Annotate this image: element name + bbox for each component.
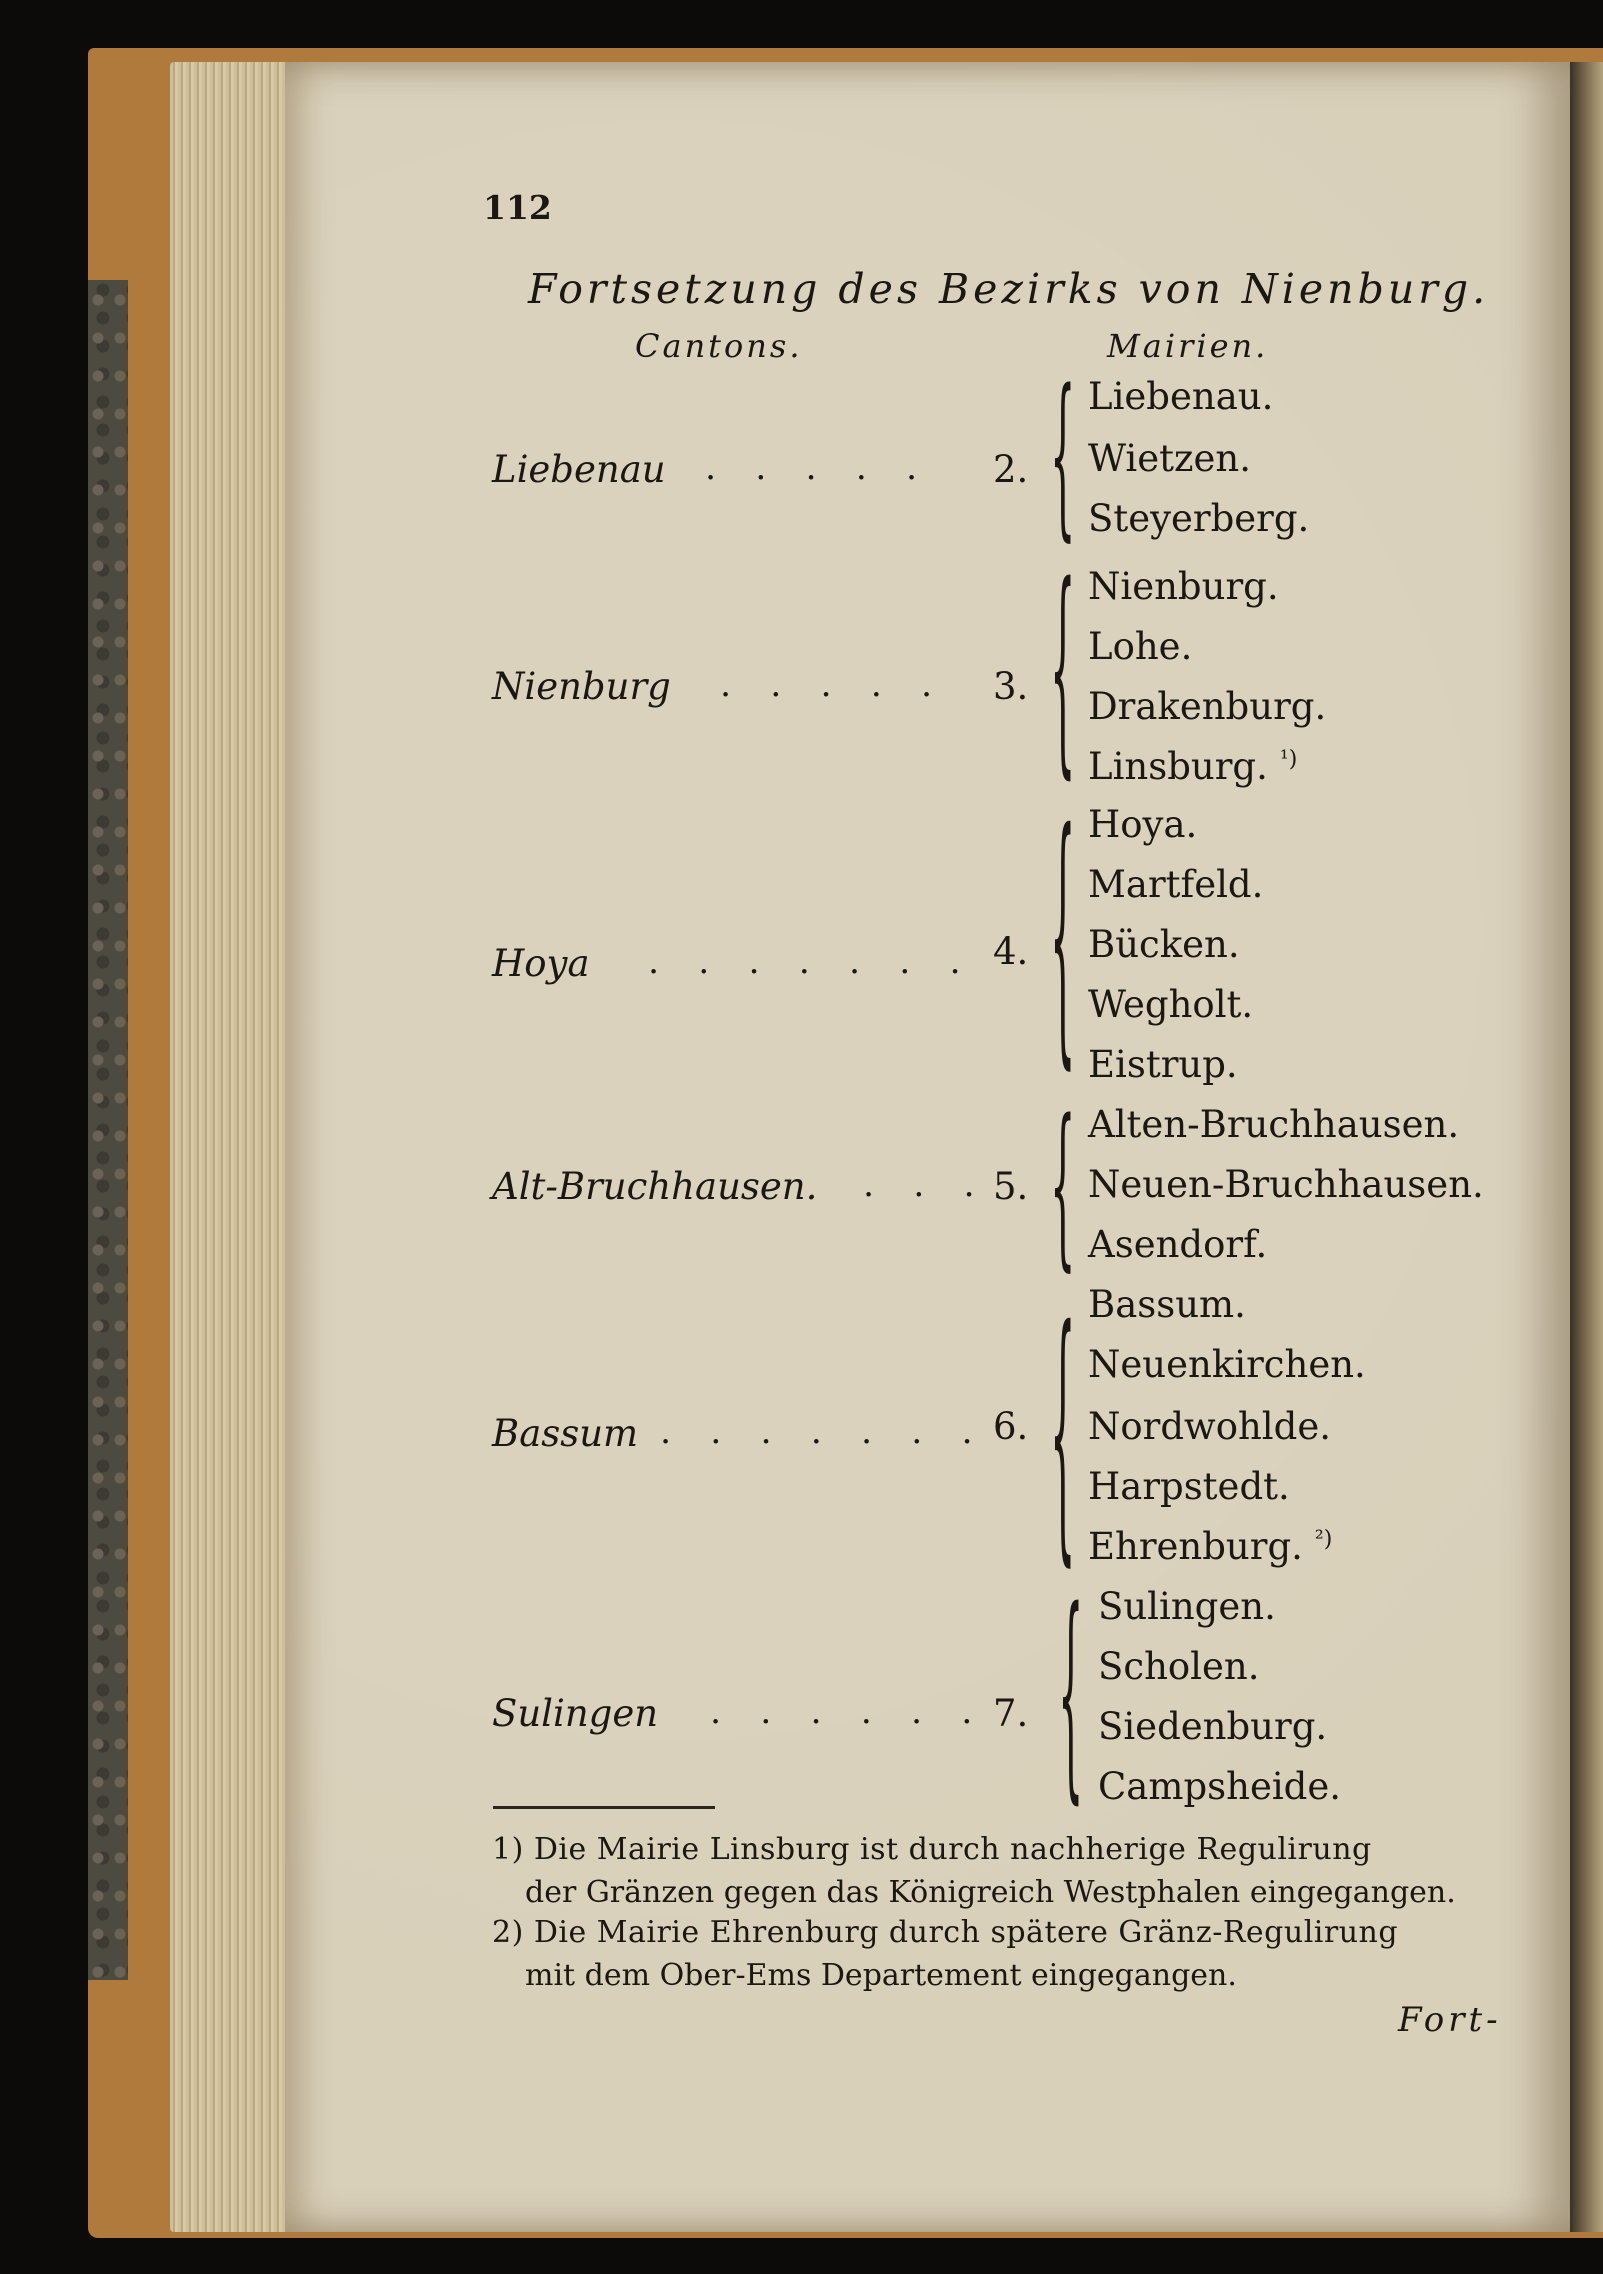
mairie-name: Hoya. — [1088, 803, 1198, 846]
mairie-name: Harpstedt. — [1088, 1465, 1290, 1508]
footnote-2-line-1: 2) Die Mairie Ehrenburg durch spätere Gränz-Regulirung — [492, 1915, 1399, 1950]
page-heading: Fortsetzung des Bezirks von Nienburg. — [528, 265, 1490, 313]
mairie-name: Lohe. — [1088, 625, 1193, 668]
page-number: 112 — [483, 188, 552, 227]
mairie-name: Sulingen. — [1098, 1585, 1276, 1628]
mairie-name: Bassum. — [1088, 1283, 1246, 1326]
mairie-name: Alten-Bruchhausen. — [1088, 1103, 1460, 1146]
dot-leaders: . . . . . . . — [648, 942, 975, 982]
mairie-name: Asendorf. — [1088, 1223, 1268, 1266]
canton-name: Bassum — [492, 1412, 639, 1455]
canton-name: Nienburg — [492, 665, 671, 708]
mairie-name-text: Ehrenburg. — [1088, 1525, 1303, 1568]
page-gutter — [1570, 62, 1603, 2232]
canton-number: 2. — [993, 448, 1029, 491]
mairie-name: Scholen. — [1098, 1645, 1260, 1688]
footnote-1-line-1: 1) Die Mairie Linsburg ist durch nachherige Regulirung — [492, 1832, 1372, 1867]
dot-leaders: . . . . . . . — [660, 1412, 987, 1452]
marbled-edge — [88, 280, 128, 1980]
column-header-mairien: Mairien. — [1107, 327, 1269, 365]
column-header-cantons: Cantons. — [635, 327, 803, 365]
mairie-name: Eistrup. — [1088, 1043, 1238, 1086]
mairie-name: Martfeld. — [1088, 863, 1264, 906]
canton-number: 7. — [993, 1692, 1029, 1735]
canton-name: Liebenau — [492, 448, 666, 491]
catchword: Fort- — [1398, 2000, 1502, 2040]
mairie-name: Nordwohlde. — [1088, 1405, 1331, 1448]
footnote-2-line-2: mit dem Ober-Ems Departement eingegangen. — [525, 1958, 1237, 1993]
dot-leaders: . . . . . — [705, 448, 932, 488]
mairie-name: Wietzen. — [1088, 437, 1251, 480]
mairie-name: Steyerberg. — [1088, 497, 1310, 540]
canton-name: Sulingen — [492, 1692, 659, 1735]
canton-number: 3. — [993, 665, 1029, 708]
dot-leaders: . . . . . — [720, 665, 947, 705]
curly-brace: { — [1050, 543, 1076, 801]
mairie-name: Drakenburg. — [1088, 685, 1327, 728]
footnote-1-line-2: der Gränzen gegen das Königreich Westphalen eingegangen. — [525, 1875, 1456, 1910]
curly-brace: { — [1050, 356, 1076, 560]
footnote-reference: ²) — [1314, 1526, 1333, 1552]
mairie-name: Neuen-Bruchhausen. — [1088, 1163, 1484, 1206]
mairie-name — [1088, 1525, 1332, 1568]
curly-brace: { — [1058, 1568, 1084, 1826]
mairie-name: Nienburg. — [1088, 565, 1279, 608]
dot-leaders: . . . . . . — [710, 1692, 987, 1732]
mairie-name-text: Linsburg. — [1088, 745, 1268, 788]
mairie-name: Liebenau. — [1088, 375, 1274, 418]
canton-number: 5. — [993, 1165, 1029, 1208]
footnote-rule — [493, 1806, 715, 1809]
curly-brace: { — [1050, 1279, 1076, 1593]
canton-name: Alt-Bruchhausen. — [492, 1165, 818, 1208]
curly-brace: { — [1050, 782, 1076, 1096]
canton-name: Hoya — [492, 942, 590, 985]
mairie-name — [1088, 745, 1297, 788]
page-stack — [170, 62, 290, 2232]
mairie-name: Bücken. — [1088, 923, 1240, 966]
footnote-reference: ¹) — [1279, 746, 1298, 772]
mairie-name: Campsheide. — [1098, 1765, 1342, 1808]
mairie-name: Wegholt. — [1088, 983, 1254, 1026]
mairie-name: Siedenburg. — [1098, 1705, 1328, 1748]
canton-number: 6. — [993, 1405, 1029, 1448]
curly-brace: { — [1050, 1086, 1076, 1290]
mairie-name: Neuenkirchen. — [1088, 1343, 1366, 1386]
canton-number: 4. — [993, 930, 1029, 973]
dot-leaders: . . . — [863, 1165, 989, 1205]
